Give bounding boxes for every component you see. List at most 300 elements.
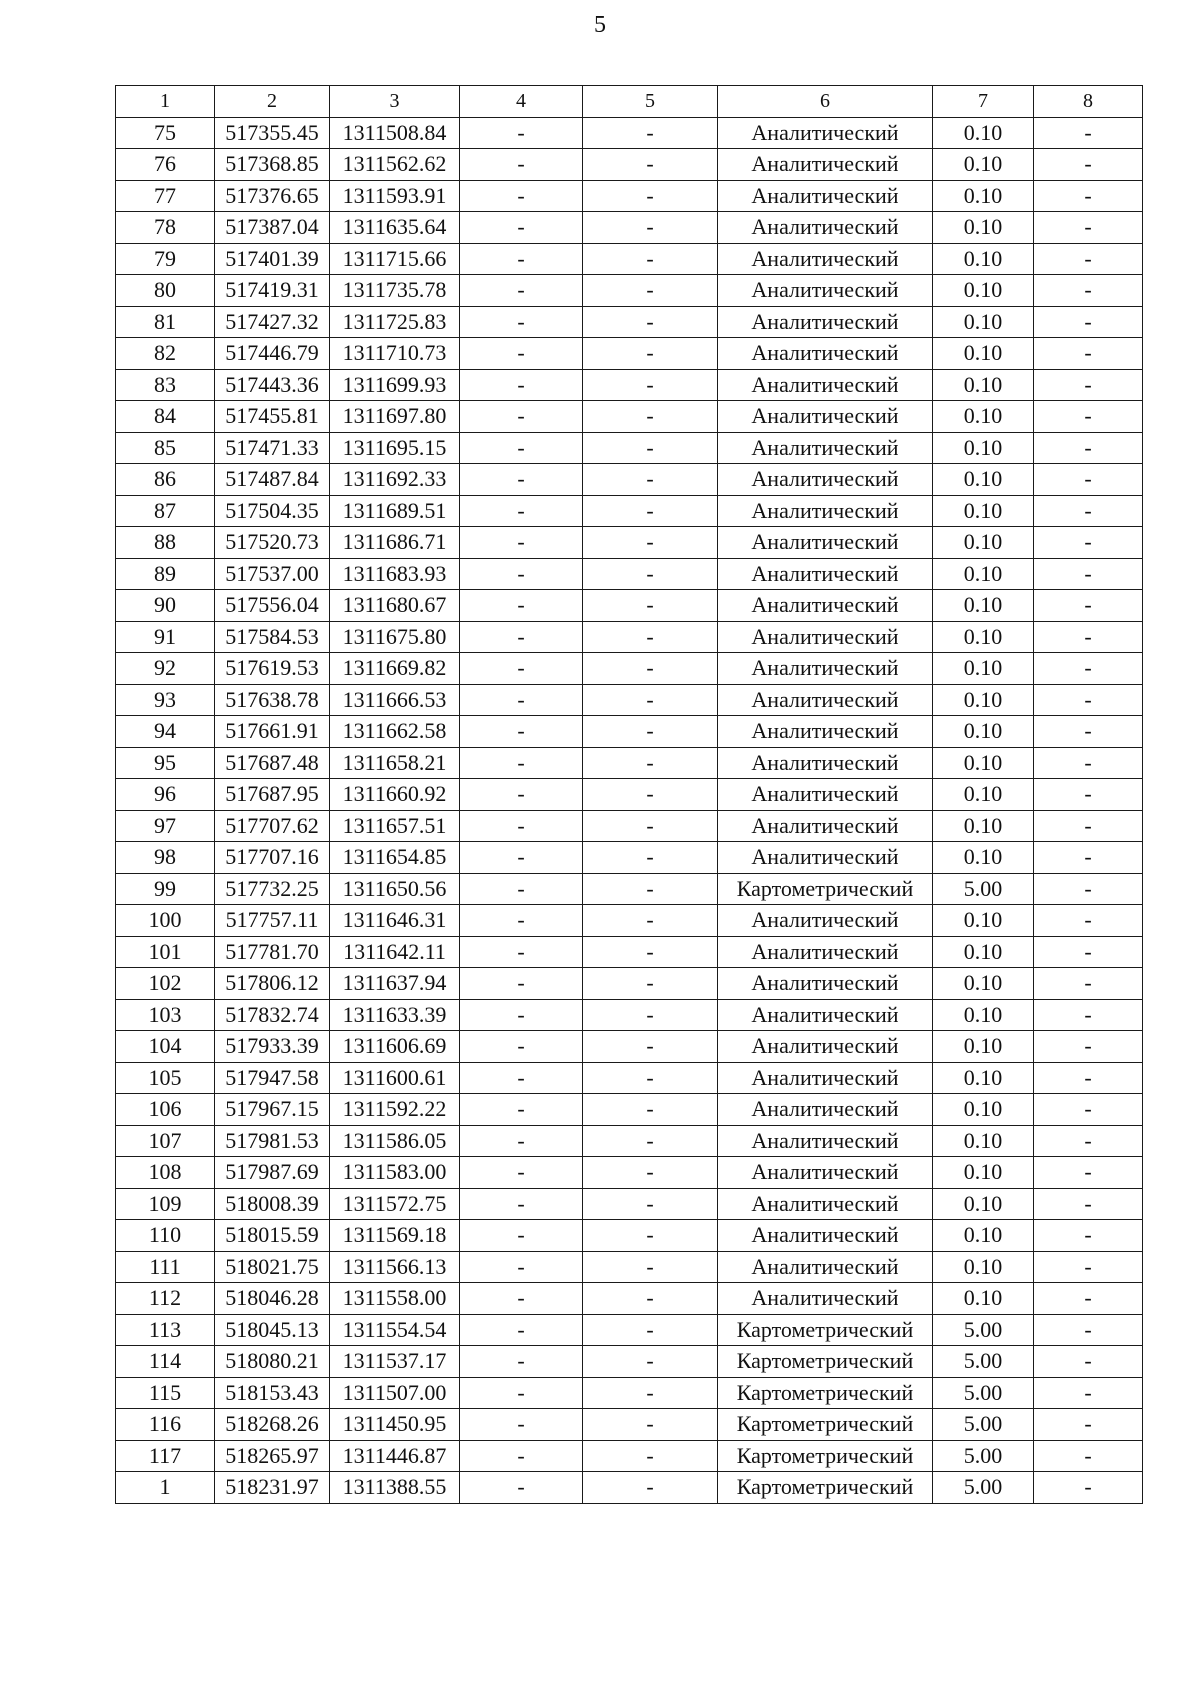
col4-cell: - <box>460 653 583 685</box>
y-coordinate-cell: 1311562.62 <box>330 149 460 181</box>
table-row <box>116 117 1143 149</box>
point-number-cell: 75 <box>116 117 215 149</box>
point-number-cell: 114 <box>116 1346 215 1378</box>
accuracy-cell: 0.10 <box>933 117 1034 149</box>
col5-cell: - <box>583 558 718 590</box>
x-coordinate-cell: 517584.53 <box>215 621 330 653</box>
y-coordinate-cell: 1311710.73 <box>330 338 460 370</box>
y-coordinate-cell: 1311586.05 <box>330 1125 460 1157</box>
y-coordinate-cell: 1311669.82 <box>330 653 460 685</box>
col8-cell: - <box>1034 810 1143 842</box>
x-coordinate-cell: 517471.33 <box>215 432 330 464</box>
method-cell: Аналитический <box>718 936 933 968</box>
col5-cell: - <box>583 1062 718 1094</box>
point-number-cell: 1 <box>116 1472 215 1504</box>
table-row <box>116 1377 1143 1409</box>
y-coordinate-cell: 1311650.56 <box>330 873 460 905</box>
col4-cell: - <box>460 1125 583 1157</box>
x-coordinate-cell: 517401.39 <box>215 243 330 275</box>
method-cell: Аналитический <box>718 1283 933 1315</box>
col8-cell: - <box>1034 180 1143 212</box>
accuracy-cell: 5.00 <box>933 1440 1034 1472</box>
point-number-cell: 99 <box>116 873 215 905</box>
y-coordinate-cell: 1311508.84 <box>330 117 460 149</box>
table-row <box>116 338 1143 370</box>
col5-cell: - <box>583 1251 718 1283</box>
method-cell: Аналитический <box>718 1031 933 1063</box>
x-coordinate-cell: 517933.39 <box>215 1031 330 1063</box>
col5-cell: - <box>583 936 718 968</box>
point-number-cell: 89 <box>116 558 215 590</box>
point-number-cell: 110 <box>116 1220 215 1252</box>
col5-cell: - <box>583 243 718 275</box>
col4-cell: - <box>460 1409 583 1441</box>
col5-cell: - <box>583 527 718 559</box>
col4-cell: - <box>460 338 583 370</box>
y-coordinate-cell: 1311675.80 <box>330 621 460 653</box>
accuracy-cell: 0.10 <box>933 590 1034 622</box>
method-cell: Картометрический <box>718 1472 933 1504</box>
x-coordinate-cell: 517781.70 <box>215 936 330 968</box>
x-coordinate-cell: 518008.39 <box>215 1188 330 1220</box>
col5-cell: - <box>583 684 718 716</box>
point-number-cell: 117 <box>116 1440 215 1472</box>
y-coordinate-cell: 1311572.75 <box>330 1188 460 1220</box>
col4-cell: - <box>460 401 583 433</box>
y-coordinate-cell: 1311606.69 <box>330 1031 460 1063</box>
method-cell: Картометрический <box>718 1409 933 1441</box>
table-row <box>116 1409 1143 1441</box>
y-coordinate-cell: 1311646.31 <box>330 905 460 937</box>
point-number-cell: 87 <box>116 495 215 527</box>
table-row <box>116 1283 1143 1315</box>
accuracy-cell: 0.10 <box>933 1157 1034 1189</box>
col5-cell: - <box>583 968 718 1000</box>
method-cell: Аналитический <box>718 747 933 779</box>
y-coordinate-cell: 1311537.17 <box>330 1346 460 1378</box>
col4-cell: - <box>460 117 583 149</box>
point-number-cell: 105 <box>116 1062 215 1094</box>
accuracy-cell: 0.10 <box>933 1062 1034 1094</box>
col5-cell: - <box>583 905 718 937</box>
col4-cell: - <box>460 464 583 496</box>
x-coordinate-cell: 517427.32 <box>215 306 330 338</box>
point-number-cell: 116 <box>116 1409 215 1441</box>
table-row <box>116 180 1143 212</box>
table-row <box>116 401 1143 433</box>
point-number-cell: 82 <box>116 338 215 370</box>
header-cell: 3 <box>330 86 460 118</box>
x-coordinate-cell: 517967.15 <box>215 1094 330 1126</box>
point-number-cell: 88 <box>116 527 215 559</box>
y-coordinate-cell: 1311642.11 <box>330 936 460 968</box>
col8-cell: - <box>1034 842 1143 874</box>
point-number-cell: 96 <box>116 779 215 811</box>
x-coordinate-cell: 517520.73 <box>215 527 330 559</box>
x-coordinate-cell: 517707.62 <box>215 810 330 842</box>
col4-cell: - <box>460 621 583 653</box>
x-coordinate-cell: 517537.00 <box>215 558 330 590</box>
col4-cell: - <box>460 1251 583 1283</box>
point-number-cell: 104 <box>116 1031 215 1063</box>
col5-cell: - <box>583 369 718 401</box>
accuracy-cell: 0.10 <box>933 243 1034 275</box>
method-cell: Картометрический <box>718 1314 933 1346</box>
col5-cell: - <box>583 1125 718 1157</box>
y-coordinate-cell: 1311695.15 <box>330 432 460 464</box>
x-coordinate-cell: 517355.45 <box>215 117 330 149</box>
x-coordinate-cell: 518268.26 <box>215 1409 330 1441</box>
method-cell: Аналитический <box>718 653 933 685</box>
method-cell: Аналитический <box>718 495 933 527</box>
x-coordinate-cell: 517446.79 <box>215 338 330 370</box>
y-coordinate-cell: 1311715.66 <box>330 243 460 275</box>
accuracy-cell: 0.10 <box>933 464 1034 496</box>
col8-cell: - <box>1034 432 1143 464</box>
method-cell: Аналитический <box>718 684 933 716</box>
y-coordinate-cell: 1311660.92 <box>330 779 460 811</box>
col4-cell: - <box>460 149 583 181</box>
col4-cell: - <box>460 1440 583 1472</box>
table-row <box>116 1440 1143 1472</box>
point-number-cell: 100 <box>116 905 215 937</box>
y-coordinate-cell: 1311686.71 <box>330 527 460 559</box>
col4-cell: - <box>460 1220 583 1252</box>
col8-cell: - <box>1034 1314 1143 1346</box>
y-coordinate-cell: 1311558.00 <box>330 1283 460 1315</box>
table-row <box>116 810 1143 842</box>
col8-cell: - <box>1034 527 1143 559</box>
table-row <box>116 684 1143 716</box>
col4-cell: - <box>460 275 583 307</box>
col8-cell: - <box>1034 1251 1143 1283</box>
col8-cell: - <box>1034 1220 1143 1252</box>
col4-cell: - <box>460 1062 583 1094</box>
point-number-cell: 107 <box>116 1125 215 1157</box>
col8-cell: - <box>1034 1188 1143 1220</box>
method-cell: Аналитический <box>718 779 933 811</box>
table-row <box>116 1188 1143 1220</box>
accuracy-cell: 0.10 <box>933 306 1034 338</box>
table-row <box>116 243 1143 275</box>
table-row <box>116 905 1143 937</box>
x-coordinate-cell: 517981.53 <box>215 1125 330 1157</box>
accuracy-cell: 0.10 <box>933 842 1034 874</box>
col5-cell: - <box>583 842 718 874</box>
col8-cell: - <box>1034 212 1143 244</box>
table-row <box>116 1031 1143 1063</box>
point-number-cell: 92 <box>116 653 215 685</box>
method-cell: Аналитический <box>718 369 933 401</box>
col4-cell: - <box>460 1314 583 1346</box>
method-cell: Аналитический <box>718 117 933 149</box>
accuracy-cell: 0.10 <box>933 1283 1034 1315</box>
point-number-cell: 86 <box>116 464 215 496</box>
table-row <box>116 495 1143 527</box>
col5-cell: - <box>583 1472 718 1504</box>
method-cell: Аналитический <box>718 968 933 1000</box>
col4-cell: - <box>460 495 583 527</box>
col5-cell: - <box>583 779 718 811</box>
method-cell: Картометрический <box>718 1440 933 1472</box>
x-coordinate-cell: 517832.74 <box>215 999 330 1031</box>
col4-cell: - <box>460 212 583 244</box>
accuracy-cell: 0.10 <box>933 905 1034 937</box>
col8-cell: - <box>1034 779 1143 811</box>
point-number-cell: 108 <box>116 1157 215 1189</box>
col5-cell: - <box>583 117 718 149</box>
col5-cell: - <box>583 338 718 370</box>
x-coordinate-cell: 517619.53 <box>215 653 330 685</box>
y-coordinate-cell: 1311569.18 <box>330 1220 460 1252</box>
point-number-cell: 90 <box>116 590 215 622</box>
y-coordinate-cell: 1311635.64 <box>330 212 460 244</box>
y-coordinate-cell: 1311507.00 <box>330 1377 460 1409</box>
header-cell: 6 <box>718 86 933 118</box>
header-cell: 8 <box>1034 86 1143 118</box>
header-cell: 2 <box>215 86 330 118</box>
col8-cell: - <box>1034 1472 1143 1504</box>
accuracy-cell: 0.10 <box>933 684 1034 716</box>
accuracy-cell: 0.10 <box>933 1031 1034 1063</box>
col8-cell: - <box>1034 716 1143 748</box>
y-coordinate-cell: 1311666.53 <box>330 684 460 716</box>
point-number-cell: 111 <box>116 1251 215 1283</box>
point-number-cell: 78 <box>116 212 215 244</box>
point-number-cell: 98 <box>116 842 215 874</box>
method-cell: Аналитический <box>718 1220 933 1252</box>
col8-cell: - <box>1034 684 1143 716</box>
point-number-cell: 84 <box>116 401 215 433</box>
col5-cell: - <box>583 495 718 527</box>
method-cell: Картометрический <box>718 1346 933 1378</box>
table-row <box>116 212 1143 244</box>
y-coordinate-cell: 1311637.94 <box>330 968 460 1000</box>
y-coordinate-cell: 1311446.87 <box>330 1440 460 1472</box>
accuracy-cell: 5.00 <box>933 1377 1034 1409</box>
table-row <box>116 1094 1143 1126</box>
x-coordinate-cell: 517806.12 <box>215 968 330 1000</box>
col4-cell: - <box>460 369 583 401</box>
x-coordinate-cell: 517487.84 <box>215 464 330 496</box>
table-row <box>116 1314 1143 1346</box>
col8-cell: - <box>1034 653 1143 685</box>
x-coordinate-cell: 518045.13 <box>215 1314 330 1346</box>
point-number-cell: 103 <box>116 999 215 1031</box>
table-row <box>116 306 1143 338</box>
table-row <box>116 1157 1143 1189</box>
x-coordinate-cell: 517987.69 <box>215 1157 330 1189</box>
col5-cell: - <box>583 1157 718 1189</box>
table-row <box>116 716 1143 748</box>
x-coordinate-cell: 518015.59 <box>215 1220 330 1252</box>
col5-cell: - <box>583 432 718 464</box>
col4-cell: - <box>460 810 583 842</box>
y-coordinate-cell: 1311600.61 <box>330 1062 460 1094</box>
method-cell: Аналитический <box>718 149 933 181</box>
header-cell: 5 <box>583 86 718 118</box>
col8-cell: - <box>1034 369 1143 401</box>
header-cell: 1 <box>116 86 215 118</box>
col5-cell: - <box>583 1220 718 1252</box>
accuracy-cell: 0.10 <box>933 338 1034 370</box>
method-cell: Аналитический <box>718 842 933 874</box>
x-coordinate-cell: 517387.04 <box>215 212 330 244</box>
y-coordinate-cell: 1311680.67 <box>330 590 460 622</box>
table-row <box>116 590 1143 622</box>
x-coordinate-cell: 518046.28 <box>215 1283 330 1315</box>
col5-cell: - <box>583 1346 718 1378</box>
x-coordinate-cell: 518021.75 <box>215 1251 330 1283</box>
col5-cell: - <box>583 747 718 779</box>
table-row <box>116 1251 1143 1283</box>
table-row <box>116 747 1143 779</box>
col4-cell: - <box>460 1031 583 1063</box>
page-number: 5 <box>594 12 606 38</box>
col4-cell: - <box>460 1094 583 1126</box>
col4-cell: - <box>460 905 583 937</box>
point-number-cell: 106 <box>116 1094 215 1126</box>
x-coordinate-cell: 517504.35 <box>215 495 330 527</box>
method-cell: Аналитический <box>718 716 933 748</box>
table-row <box>116 1346 1143 1378</box>
point-number-cell: 109 <box>116 1188 215 1220</box>
y-coordinate-cell: 1311583.00 <box>330 1157 460 1189</box>
accuracy-cell: 0.10 <box>933 716 1034 748</box>
y-coordinate-cell: 1311699.93 <box>330 369 460 401</box>
col8-cell: - <box>1034 1440 1143 1472</box>
x-coordinate-cell: 517947.58 <box>215 1062 330 1094</box>
point-number-cell: 80 <box>116 275 215 307</box>
y-coordinate-cell: 1311735.78 <box>330 275 460 307</box>
header-row <box>116 86 1143 118</box>
col5-cell: - <box>583 1283 718 1315</box>
col5-cell: - <box>583 1440 718 1472</box>
col8-cell: - <box>1034 338 1143 370</box>
col4-cell: - <box>460 1472 583 1504</box>
col5-cell: - <box>583 212 718 244</box>
point-number-cell: 93 <box>116 684 215 716</box>
x-coordinate-cell: 518080.21 <box>215 1346 330 1378</box>
method-cell: Аналитический <box>718 212 933 244</box>
table-row <box>116 1220 1143 1252</box>
x-coordinate-cell: 518153.43 <box>215 1377 330 1409</box>
accuracy-cell: 0.10 <box>933 558 1034 590</box>
y-coordinate-cell: 1311566.13 <box>330 1251 460 1283</box>
col8-cell: - <box>1034 117 1143 149</box>
accuracy-cell: 0.10 <box>933 432 1034 464</box>
table-row <box>116 968 1143 1000</box>
col4-cell: - <box>460 779 583 811</box>
method-cell: Аналитический <box>718 243 933 275</box>
col8-cell: - <box>1034 1031 1143 1063</box>
accuracy-cell: 0.10 <box>933 527 1034 559</box>
col5-cell: - <box>583 621 718 653</box>
point-number-cell: 94 <box>116 716 215 748</box>
x-coordinate-cell: 517661.91 <box>215 716 330 748</box>
col4-cell: - <box>460 1188 583 1220</box>
col4-cell: - <box>460 180 583 212</box>
method-cell: Аналитический <box>718 558 933 590</box>
table-row <box>116 432 1143 464</box>
table-row <box>116 621 1143 653</box>
method-cell: Аналитический <box>718 527 933 559</box>
y-coordinate-cell: 1311662.58 <box>330 716 460 748</box>
accuracy-cell: 0.10 <box>933 212 1034 244</box>
header-cell: 4 <box>460 86 583 118</box>
accuracy-cell: 0.10 <box>933 968 1034 1000</box>
x-coordinate-cell: 517419.31 <box>215 275 330 307</box>
col8-cell: - <box>1034 1125 1143 1157</box>
col4-cell: - <box>460 747 583 779</box>
method-cell: Аналитический <box>718 621 933 653</box>
method-cell: Аналитический <box>718 905 933 937</box>
accuracy-cell: 0.10 <box>933 369 1034 401</box>
accuracy-cell: 0.10 <box>933 1220 1034 1252</box>
accuracy-cell: 0.10 <box>933 1094 1034 1126</box>
point-number-cell: 79 <box>116 243 215 275</box>
col8-cell: - <box>1034 243 1143 275</box>
col8-cell: - <box>1034 1157 1143 1189</box>
col5-cell: - <box>583 810 718 842</box>
table-row <box>116 558 1143 590</box>
method-cell: Картометрический <box>718 873 933 905</box>
col8-cell: - <box>1034 1283 1143 1315</box>
method-cell: Аналитический <box>718 432 933 464</box>
col4-cell: - <box>460 999 583 1031</box>
col5-cell: - <box>583 306 718 338</box>
col5-cell: - <box>583 464 718 496</box>
method-cell: Аналитический <box>718 1062 933 1094</box>
table-row <box>116 873 1143 905</box>
accuracy-cell: 0.10 <box>933 779 1034 811</box>
table-row <box>116 653 1143 685</box>
col4-cell: - <box>460 684 583 716</box>
table-row <box>116 842 1143 874</box>
header-cell: 7 <box>933 86 1034 118</box>
col8-cell: - <box>1034 1062 1143 1094</box>
y-coordinate-cell: 1311450.95 <box>330 1409 460 1441</box>
table-row <box>116 369 1143 401</box>
col8-cell: - <box>1034 747 1143 779</box>
col5-cell: - <box>583 401 718 433</box>
accuracy-cell: 5.00 <box>933 1314 1034 1346</box>
method-cell: Аналитический <box>718 306 933 338</box>
x-coordinate-cell: 517757.11 <box>215 905 330 937</box>
col5-cell: - <box>583 590 718 622</box>
y-coordinate-cell: 1311593.91 <box>330 180 460 212</box>
table-row <box>116 1472 1143 1504</box>
point-number-cell: 81 <box>116 306 215 338</box>
method-cell: Аналитический <box>718 1251 933 1283</box>
accuracy-cell: 0.10 <box>933 1188 1034 1220</box>
method-cell: Аналитический <box>718 999 933 1031</box>
table-body <box>116 86 1143 1504</box>
col5-cell: - <box>583 1031 718 1063</box>
col8-cell: - <box>1034 936 1143 968</box>
table-row <box>116 149 1143 181</box>
col4-cell: - <box>460 716 583 748</box>
x-coordinate-cell: 517707.16 <box>215 842 330 874</box>
method-cell: Аналитический <box>718 1094 933 1126</box>
y-coordinate-cell: 1311554.54 <box>330 1314 460 1346</box>
method-cell: Аналитический <box>718 464 933 496</box>
col5-cell: - <box>583 1377 718 1409</box>
point-number-cell: 102 <box>116 968 215 1000</box>
point-number-cell: 85 <box>116 432 215 464</box>
point-number-cell: 101 <box>116 936 215 968</box>
accuracy-cell: 5.00 <box>933 1409 1034 1441</box>
